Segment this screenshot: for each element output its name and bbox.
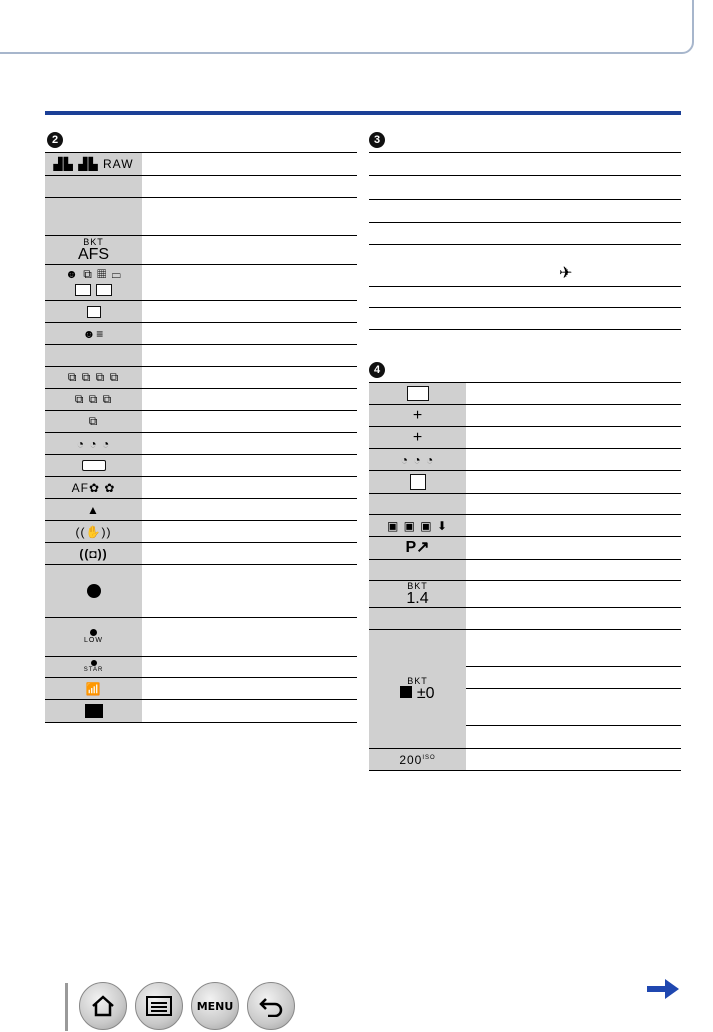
next-arrow-icon	[645, 977, 681, 1001]
table-row	[369, 471, 681, 494]
table-row	[45, 236, 357, 265]
table-row	[369, 560, 681, 581]
section-4-title	[369, 360, 385, 378]
table-row	[369, 630, 681, 749]
burst-icons: ⧉ ⧉ ⧉ ⧉	[45, 367, 142, 388]
table-row	[45, 455, 357, 477]
af-macro-icon: AF✿ ✿	[45, 477, 142, 498]
table-row	[369, 200, 681, 223]
iso-icon: $200^{ISO}$	[369, 749, 466, 770]
af-mode-icons: ☻ ⧉ ▦ ▭	[45, 265, 142, 300]
crosshair-icon: +	[369, 427, 466, 448]
af-area-frame-icon	[369, 383, 466, 404]
row-divider	[466, 666, 681, 667]
table-row	[45, 153, 357, 176]
table-row	[45, 433, 357, 455]
metering-icons: ▣ ▣ ▣ ⬇	[369, 515, 466, 536]
table-row	[45, 389, 357, 411]
focus-area-icon	[45, 301, 142, 322]
airplane-icon: ✈	[559, 265, 573, 282]
table-row	[45, 565, 357, 618]
table-row	[45, 657, 357, 678]
table-row	[45, 618, 357, 657]
table-row	[45, 345, 357, 367]
table-row	[45, 198, 357, 236]
table-row	[45, 265, 357, 301]
post-focus-icon: ⧉	[45, 411, 142, 432]
blank-icon-cell	[369, 560, 466, 580]
table-row	[369, 449, 681, 471]
silent-mode-icon	[369, 471, 466, 493]
row-divider	[466, 725, 681, 726]
self-timer-icons: ◔ ◔ ◔	[369, 449, 466, 470]
section-4-number: 4	[369, 362, 385, 378]
table-row	[369, 245, 681, 287]
table-row	[369, 608, 681, 630]
section-4-table	[369, 382, 681, 771]
next-page-button[interactable]	[645, 977, 681, 1006]
back-arrow-icon	[258, 995, 284, 1017]
record-icon	[45, 565, 142, 617]
4k-photo-icons: ⧉ ⧉ ⧉	[45, 389, 142, 410]
table-row	[45, 543, 357, 565]
table-row	[369, 494, 681, 515]
table-row	[369, 176, 681, 200]
table-row	[369, 405, 681, 427]
section-3-number: 3	[369, 132, 385, 148]
table-row	[45, 499, 357, 521]
row-divider	[466, 688, 681, 689]
wifi-icon: 📶	[45, 678, 142, 699]
section-2-table	[45, 152, 357, 723]
crosshair-icon: +	[369, 405, 466, 426]
table-row	[369, 287, 681, 308]
blank-icon-cell	[45, 176, 142, 197]
table-row	[369, 537, 681, 560]
quality-icon: ▟▙ ▟▙ RAW	[45, 153, 142, 175]
raw-label: RAW	[103, 157, 134, 171]
section-2-title	[47, 130, 63, 148]
section-3-table	[369, 152, 681, 330]
blank-icon-cell	[45, 345, 142, 366]
menu-button[interactable]	[191, 982, 239, 1030]
blank-icon-cell	[45, 198, 142, 235]
self-timer-icons: ◔ ◔ ◔	[45, 433, 142, 454]
section-2-number: 2	[47, 132, 63, 148]
table-row	[369, 223, 681, 245]
blank-icon-cell	[369, 494, 466, 514]
table-row	[45, 323, 357, 345]
table-row	[45, 367, 357, 389]
home-button[interactable]	[79, 982, 127, 1030]
header-tab	[0, 0, 694, 54]
contents-button[interactable]	[135, 982, 183, 1030]
table-row	[45, 477, 357, 499]
battery-icon	[45, 455, 142, 476]
list-icon	[145, 995, 173, 1017]
footer-divider	[65, 983, 68, 1031]
section-3-title	[369, 130, 385, 148]
exposure-bracket-icon: BKT ±0	[369, 630, 466, 748]
table-row	[45, 176, 357, 198]
back-button[interactable]	[247, 982, 295, 1030]
program-shift-icon: P↗	[369, 537, 466, 559]
table-row	[369, 153, 681, 176]
histogram-icon	[45, 700, 142, 722]
menu-label: MENU	[196, 999, 234, 1013]
af-bracket-icon: BKT AFS	[45, 236, 142, 264]
stabilizer-off-icon: ((✋))	[45, 521, 142, 542]
home-icon	[90, 994, 116, 1018]
table-row	[369, 308, 681, 330]
blank-icon-cell	[369, 608, 466, 629]
table-row	[369, 383, 681, 405]
face-detect-icon: ☻≡	[45, 323, 142, 344]
aperture-bracket-icon: BKT 1.4	[369, 581, 466, 607]
stabilizer-icon: ((◘))	[45, 543, 142, 564]
table-row	[45, 678, 357, 700]
table-row	[369, 427, 681, 449]
table-row	[45, 411, 357, 433]
table-row	[369, 581, 681, 608]
table-row	[45, 301, 357, 323]
table-row	[369, 515, 681, 537]
record-star-icon: STAR	[45, 657, 142, 677]
record-low-icon: LOW	[45, 618, 142, 656]
section-divider	[45, 111, 681, 115]
table-row	[45, 700, 357, 723]
focus-peak-icon: ▲	[45, 499, 142, 520]
table-row	[45, 521, 357, 543]
table-row	[369, 749, 681, 771]
